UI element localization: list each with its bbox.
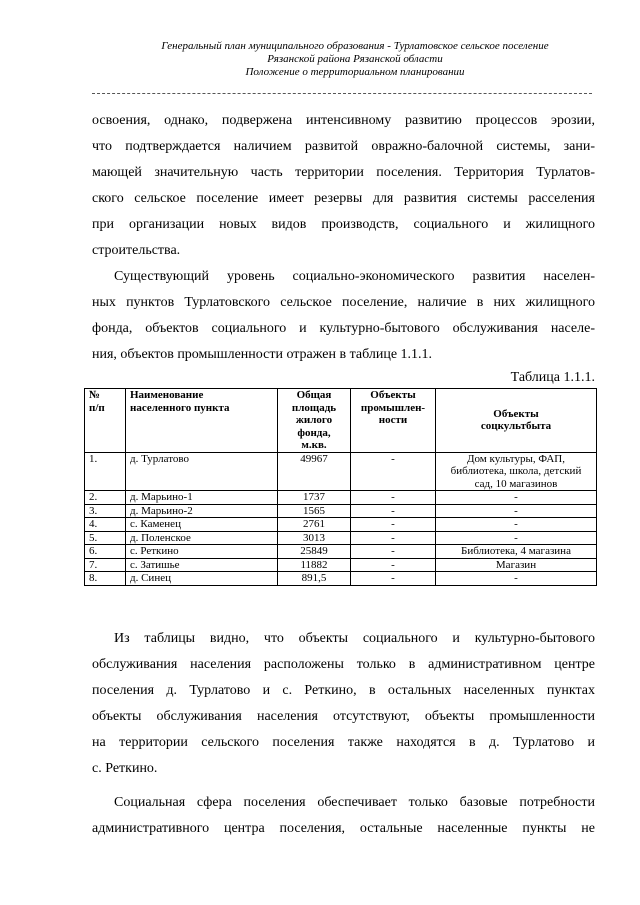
cell-area: 25849 — [278, 545, 351, 559]
text-line: ского сельское поселение имеет резервы для развития системы расселения — [92, 191, 595, 206]
cell-name: с. Затишье — [126, 558, 278, 572]
header-line: Рязанской района Рязанской области — [267, 53, 443, 65]
cell-area: 49967 — [278, 452, 351, 491]
table-row — [85, 504, 597, 518]
table-row — [85, 572, 597, 586]
header-text: № — [89, 389, 101, 401]
cell-social: - — [436, 491, 597, 505]
table-row — [85, 518, 597, 532]
cell-industry: - — [351, 558, 436, 572]
header-line: Генеральный план муниципального образования - Турлатовское сельское поселение — [161, 40, 549, 52]
text-line: ния, объектов промышленности отражен в таблице 1.1.1. — [92, 347, 433, 362]
header-text: Общая — [296, 389, 332, 401]
cell-name: д. Турлатово — [126, 452, 278, 491]
cell-social: - — [436, 518, 597, 532]
text-line: при организации новых видов производств, социального и жилищного — [92, 217, 595, 232]
cell-num: 5. — [85, 531, 126, 545]
cell-area: 3013 — [278, 531, 351, 545]
text-line: Социальная сфера поселения обеспечивает только базовые потребности — [114, 795, 595, 810]
cell-social — [436, 452, 597, 491]
table-caption: Таблица 1.1.1. — [510, 370, 595, 385]
cell-text: библиотека, школа, детский — [450, 465, 582, 477]
header-line: Положение о территориальном планировании — [245, 66, 465, 78]
running-header — [140, 40, 570, 79]
text-line: объекты обслуживания населения отсутствуют, объекты промышленности — [92, 709, 595, 724]
cell-area: 891,5 — [278, 572, 351, 586]
cell-text: сад, 10 магазинов — [474, 477, 558, 490]
cell-num: 4. — [85, 518, 126, 532]
header-text: соцкультбыта — [480, 420, 552, 433]
settlements-table — [84, 388, 597, 586]
header-text: площадь — [291, 401, 337, 414]
cell-num: 1. — [85, 452, 126, 491]
table-row — [85, 452, 597, 491]
text-line: административного центра поселения, остальные населенные пункты не — [92, 821, 595, 836]
cell-industry: - — [351, 545, 436, 559]
cell-num: 6. — [85, 545, 126, 559]
cell-num: 8. — [85, 572, 126, 586]
table-header-row — [85, 389, 597, 453]
text-line: мающей значительную часть территории поселения. Территория Турлатов- — [92, 165, 595, 180]
cell-name: д. Синец — [126, 572, 278, 586]
cell-industry: - — [351, 491, 436, 505]
header-divider — [92, 93, 592, 94]
text-line: поселения д. Турлатово и с. Реткино, в остальных населенных пунктах — [92, 683, 595, 698]
cell-industry: - — [351, 518, 436, 532]
header-text: м.кв. — [301, 439, 327, 451]
paragraph-2 — [92, 264, 595, 368]
header-name — [126, 389, 278, 453]
cell-social: Магазин — [436, 558, 597, 572]
cell-area: 1565 — [278, 504, 351, 518]
paragraph-4 — [92, 790, 595, 842]
cell-name: с. Реткино — [126, 545, 278, 559]
table-row — [85, 491, 597, 505]
cell-social: - — [436, 572, 597, 586]
text-line: что подтверждается наличием развитой овражно-балочной системы, зани- — [92, 139, 595, 154]
cell-name: д. Марьино-1 — [126, 491, 278, 505]
cell-industry: - — [351, 531, 436, 545]
table-row — [85, 558, 597, 572]
header-area — [278, 389, 351, 453]
cell-area: 11882 — [278, 558, 351, 572]
cell-social: - — [436, 531, 597, 545]
header-text: фонда, — [297, 426, 331, 439]
cell-num: 3. — [85, 504, 126, 518]
table-row — [85, 531, 597, 545]
header-social — [436, 389, 597, 453]
text-line: Из таблицы видно, что объекты социального и культурно-бытового — [114, 631, 595, 646]
cell-num: 7. — [85, 558, 126, 572]
text-line: с. Реткино. — [92, 761, 158, 776]
cell-text: Дом культуры, ФАП, — [467, 452, 565, 465]
paragraph-3 — [92, 626, 595, 782]
header-industry — [351, 389, 436, 453]
text-line: фонда, объектов социального и культурно-бытового обслуживания населе- — [92, 321, 595, 336]
header-text: Наименование — [130, 389, 204, 401]
cell-area: 1737 — [278, 491, 351, 505]
cell-area: 2761 — [278, 518, 351, 532]
header-text: жилого — [295, 414, 333, 426]
header-text: п/п — [89, 401, 105, 414]
cell-num: 2. — [85, 491, 126, 505]
text-line: обслуживания населения расположены только в административном центре — [92, 657, 595, 672]
header-text: ности — [378, 414, 408, 426]
header-num — [85, 389, 126, 453]
cell-social: Библиотека, 4 магазина — [436, 545, 597, 559]
text-line: Существующий уровень социально-экономического развития населен- — [114, 269, 595, 284]
cell-industry: - — [351, 452, 436, 491]
text-line: освоения, однако, подвержена интенсивному развитию процессов эрозии, — [92, 113, 595, 128]
header-text: Объекты — [370, 389, 416, 401]
cell-name: д. Марьино-2 — [126, 504, 278, 518]
header-text: промышлен- — [360, 401, 426, 414]
header-text: Объекты — [493, 407, 539, 420]
text-line: ных пунктов Турлатовского сельское поселение, наличие в них жилищного — [92, 295, 595, 310]
cell-industry: - — [351, 572, 436, 586]
cell-name: с. Каменец — [126, 518, 278, 532]
table-row — [85, 545, 597, 559]
cell-industry: - — [351, 504, 436, 518]
header-text: населенного пункта — [130, 401, 230, 414]
paragraph-1 — [92, 108, 595, 264]
text-line: строительства. — [92, 243, 181, 258]
cell-social: - — [436, 504, 597, 518]
cell-name: д. Поленское — [126, 531, 278, 545]
text-line: на территории сельского поселения также находятся в д. Турлатово и — [92, 735, 595, 750]
